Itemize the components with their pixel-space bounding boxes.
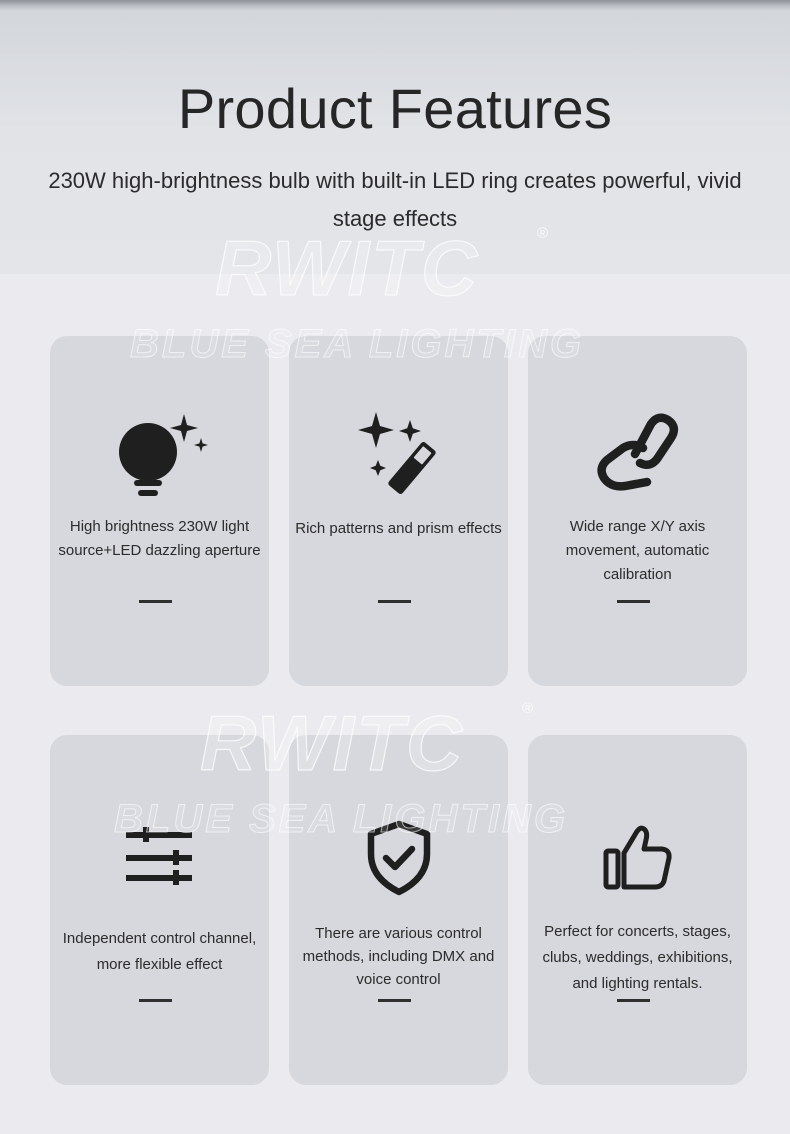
registered-mark: ®: [537, 225, 549, 242]
card-divider: [378, 600, 411, 603]
feature-card-applications: [528, 735, 747, 1085]
card-divider: [139, 999, 172, 1002]
registered-mark: ®: [522, 700, 534, 717]
card-divider: [617, 999, 650, 1002]
sliders-icon: [50, 827, 269, 889]
feature-card-patterns: [289, 336, 508, 686]
thumbs-up-icon: [528, 823, 747, 891]
header-top-shadow: [0, 0, 790, 10]
feature-card-movement: [528, 336, 747, 686]
shield-check-icon: [289, 820, 508, 896]
feature-card-brightness: [50, 336, 269, 686]
card-divider: [378, 999, 411, 1002]
feature-text: High brightness 230W light source+LED dazzling aperture: [58, 518, 261, 559]
feature-card-control-channel: [50, 735, 269, 1085]
watermark-logo: RWITC ®: [200, 699, 534, 787]
feature-text: Wide range X/Y axis movement, automatic calibration: [565, 518, 710, 583]
feature-text: Rich patterns and prism effects: [295, 520, 502, 537]
card-divider: [139, 600, 172, 603]
feature-card-control-methods: [289, 735, 508, 1085]
page-subtitle: 230W high-brightness bulb with built-in LED ring creates powerful, vivid stage effects: [48, 168, 742, 231]
page-title: Product Features: [177, 77, 613, 140]
feature-text: Perfect for concerts, stages, clubs, weddings, exhibitions, and lighting rentals.: [542, 923, 733, 992]
header-band: [0, 0, 790, 274]
magic-wand-sparkle-icon: [289, 410, 508, 500]
lightbulb-sparkle-icon: [50, 412, 269, 504]
feature-text: Independent control channel, more flexible effect: [62, 930, 257, 973]
watermark-logo: RWITC ®: [215, 224, 549, 312]
link-chain-icon: [528, 412, 747, 492]
card-divider: [617, 600, 650, 603]
feature-text: There are various control methods, including DMX and voice control: [302, 925, 495, 988]
